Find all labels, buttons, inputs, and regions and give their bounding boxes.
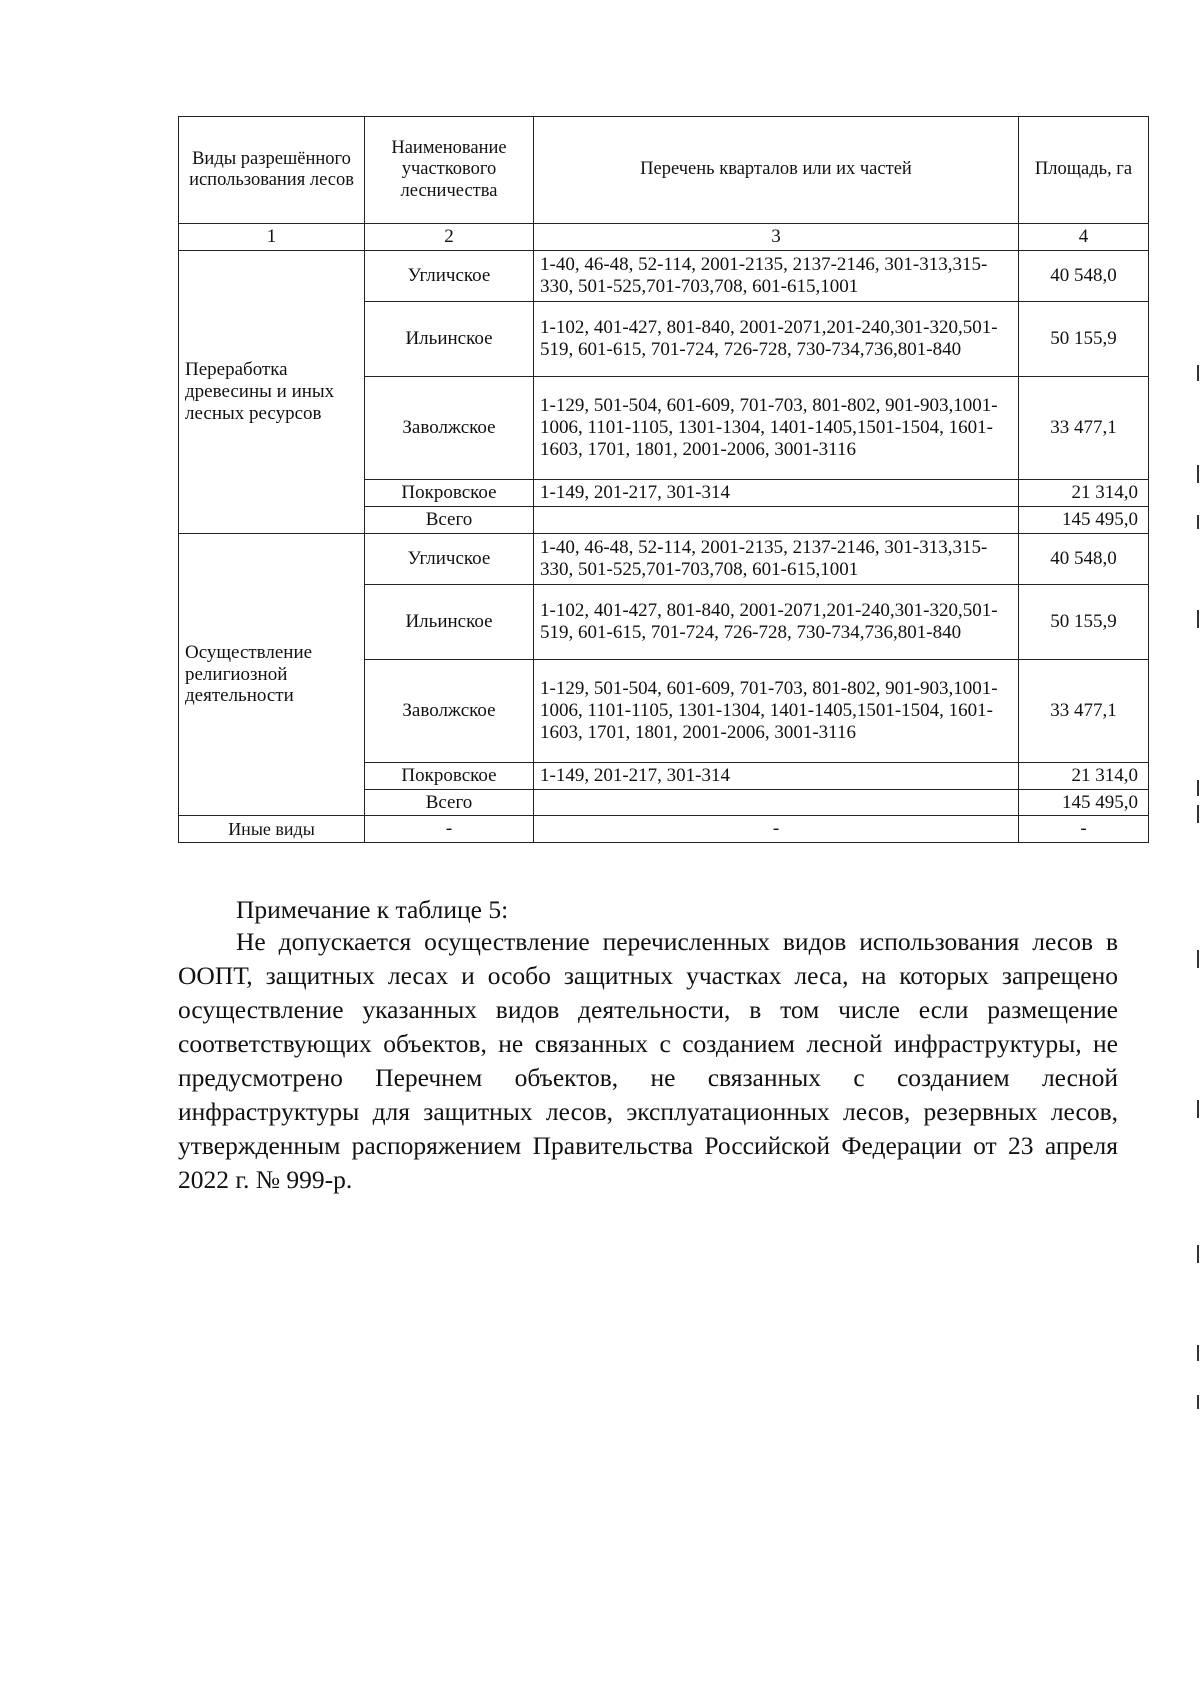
district-cell: -: [365, 816, 534, 843]
table-row: [179, 251, 1149, 302]
column-number: 1: [179, 224, 365, 251]
note-title: Примечание к таблице 5:: [236, 895, 509, 924]
forest-use-table: [178, 116, 1149, 843]
table-row: [179, 533, 1149, 584]
area-cell-total: 145 495,0: [1019, 789, 1149, 816]
header-area: Площадь, га: [1019, 117, 1149, 224]
quarters-cell: 1-129, 501-504, 601-609, 701-703, 801-802, 901-903,1001-1006, 1101-1105, 1301-1304, 1401-1405,1501-1504, 1601-1603, 1701, 1801, 2001-2006, 3001-3116: [534, 659, 1019, 762]
area-cell: 40 548,0: [1019, 251, 1149, 302]
quarters-cell: 1-102, 401-427, 801-840, 2001-2071,201-240,301-320,501-519, 601-615, 701-724, 726-728, 730-734,736,801-840: [534, 584, 1019, 659]
quarters-cell: 1-149, 201-217, 301-314: [534, 480, 1019, 507]
header-quarters: Перечень кварталов или их частей: [534, 117, 1019, 224]
district-cell: Заволжское: [365, 659, 534, 762]
column-number: 2: [365, 224, 534, 251]
quarters-cell: 1-40, 46-48, 52-114, 2001-2135, 2137-2146, 301-313,315-330, 501-525,701-703,708, 601-615,1001: [534, 251, 1019, 302]
district-cell-total: Всего: [365, 506, 534, 533]
area-cell: 21 314,0: [1019, 762, 1149, 789]
use-type-cell: Переработка древесины и иных лесных ресурсов: [179, 251, 365, 534]
area-cell-total: 145 495,0: [1019, 506, 1149, 533]
district-cell: Покровское: [365, 762, 534, 789]
area-cell: 33 477,1: [1019, 377, 1149, 480]
column-number: 4: [1019, 224, 1149, 251]
note-body: Не допускается осуществление перечисленных видов использования лесов в ООПТ, защитных лесах и особо защитных участках леса, на которых запрещено осуществление указанных видов деятельности, в том числе если размещение соответствующих объектов, не связанных с созданием лесной инфраструктуры, не предусмотрено Перечнем объектов, не связанных с созданием лесной инфраструктуры для защитных лесов, эксплуатационных лесов, резервных лесов, утвержденным распоряжением Правительства Российской Федерации от 23 апреля 2022 г. № 999-р.: [178, 927, 1118, 1194]
use-type-cell: Иные виды: [179, 816, 365, 843]
area-cell: 40 548,0: [1019, 533, 1149, 584]
quarters-cell: 1-102, 401-427, 801-840, 2001-2071,201-240,301-320,501-519, 601-615, 701-724, 726-728, 730-734,736,801-840: [534, 302, 1019, 377]
district-cell: Угличское: [365, 251, 534, 302]
quarters-cell: [534, 789, 1019, 816]
table-header-row: [179, 117, 1149, 224]
district-cell: Ильинское: [365, 302, 534, 377]
quarters-cell: -: [534, 816, 1019, 843]
district-cell: Заволжское: [365, 377, 534, 480]
header-use-type: Виды разрешённого использования лесов: [179, 117, 365, 224]
district-cell-total: Всего: [365, 789, 534, 816]
area-cell: -: [1019, 816, 1149, 843]
column-number: 3: [534, 224, 1019, 251]
quarters-cell: [534, 506, 1019, 533]
district-cell: Угличское: [365, 533, 534, 584]
district-cell: Покровское: [365, 480, 534, 507]
area-cell: 50 155,9: [1019, 584, 1149, 659]
area-cell: 33 477,1: [1019, 659, 1149, 762]
quarters-cell: 1-149, 201-217, 301-314: [534, 762, 1019, 789]
column-number-row: [179, 224, 1149, 251]
header-district: Наименование участкового лесничества: [365, 117, 534, 224]
quarters-cell: 1-129, 501-504, 601-609, 701-703, 801-802, 901-903,1001-1006, 1101-1105, 1301-1304, 1401-1405,1501-1504, 1601-1603, 1701, 1801, 2001-2006, 3001-3116: [534, 377, 1019, 480]
area-cell: 21 314,0: [1019, 480, 1149, 507]
table-row-other: [179, 816, 1149, 843]
use-type-cell: Осуществление религиозной деятельности: [179, 533, 365, 816]
district-cell: Ильинское: [365, 584, 534, 659]
quarters-cell: 1-40, 46-48, 52-114, 2001-2135, 2137-2146, 301-313,315-330, 501-525,701-703,708, 601-615,1001: [534, 533, 1019, 584]
area-cell: 50 155,9: [1019, 302, 1149, 377]
